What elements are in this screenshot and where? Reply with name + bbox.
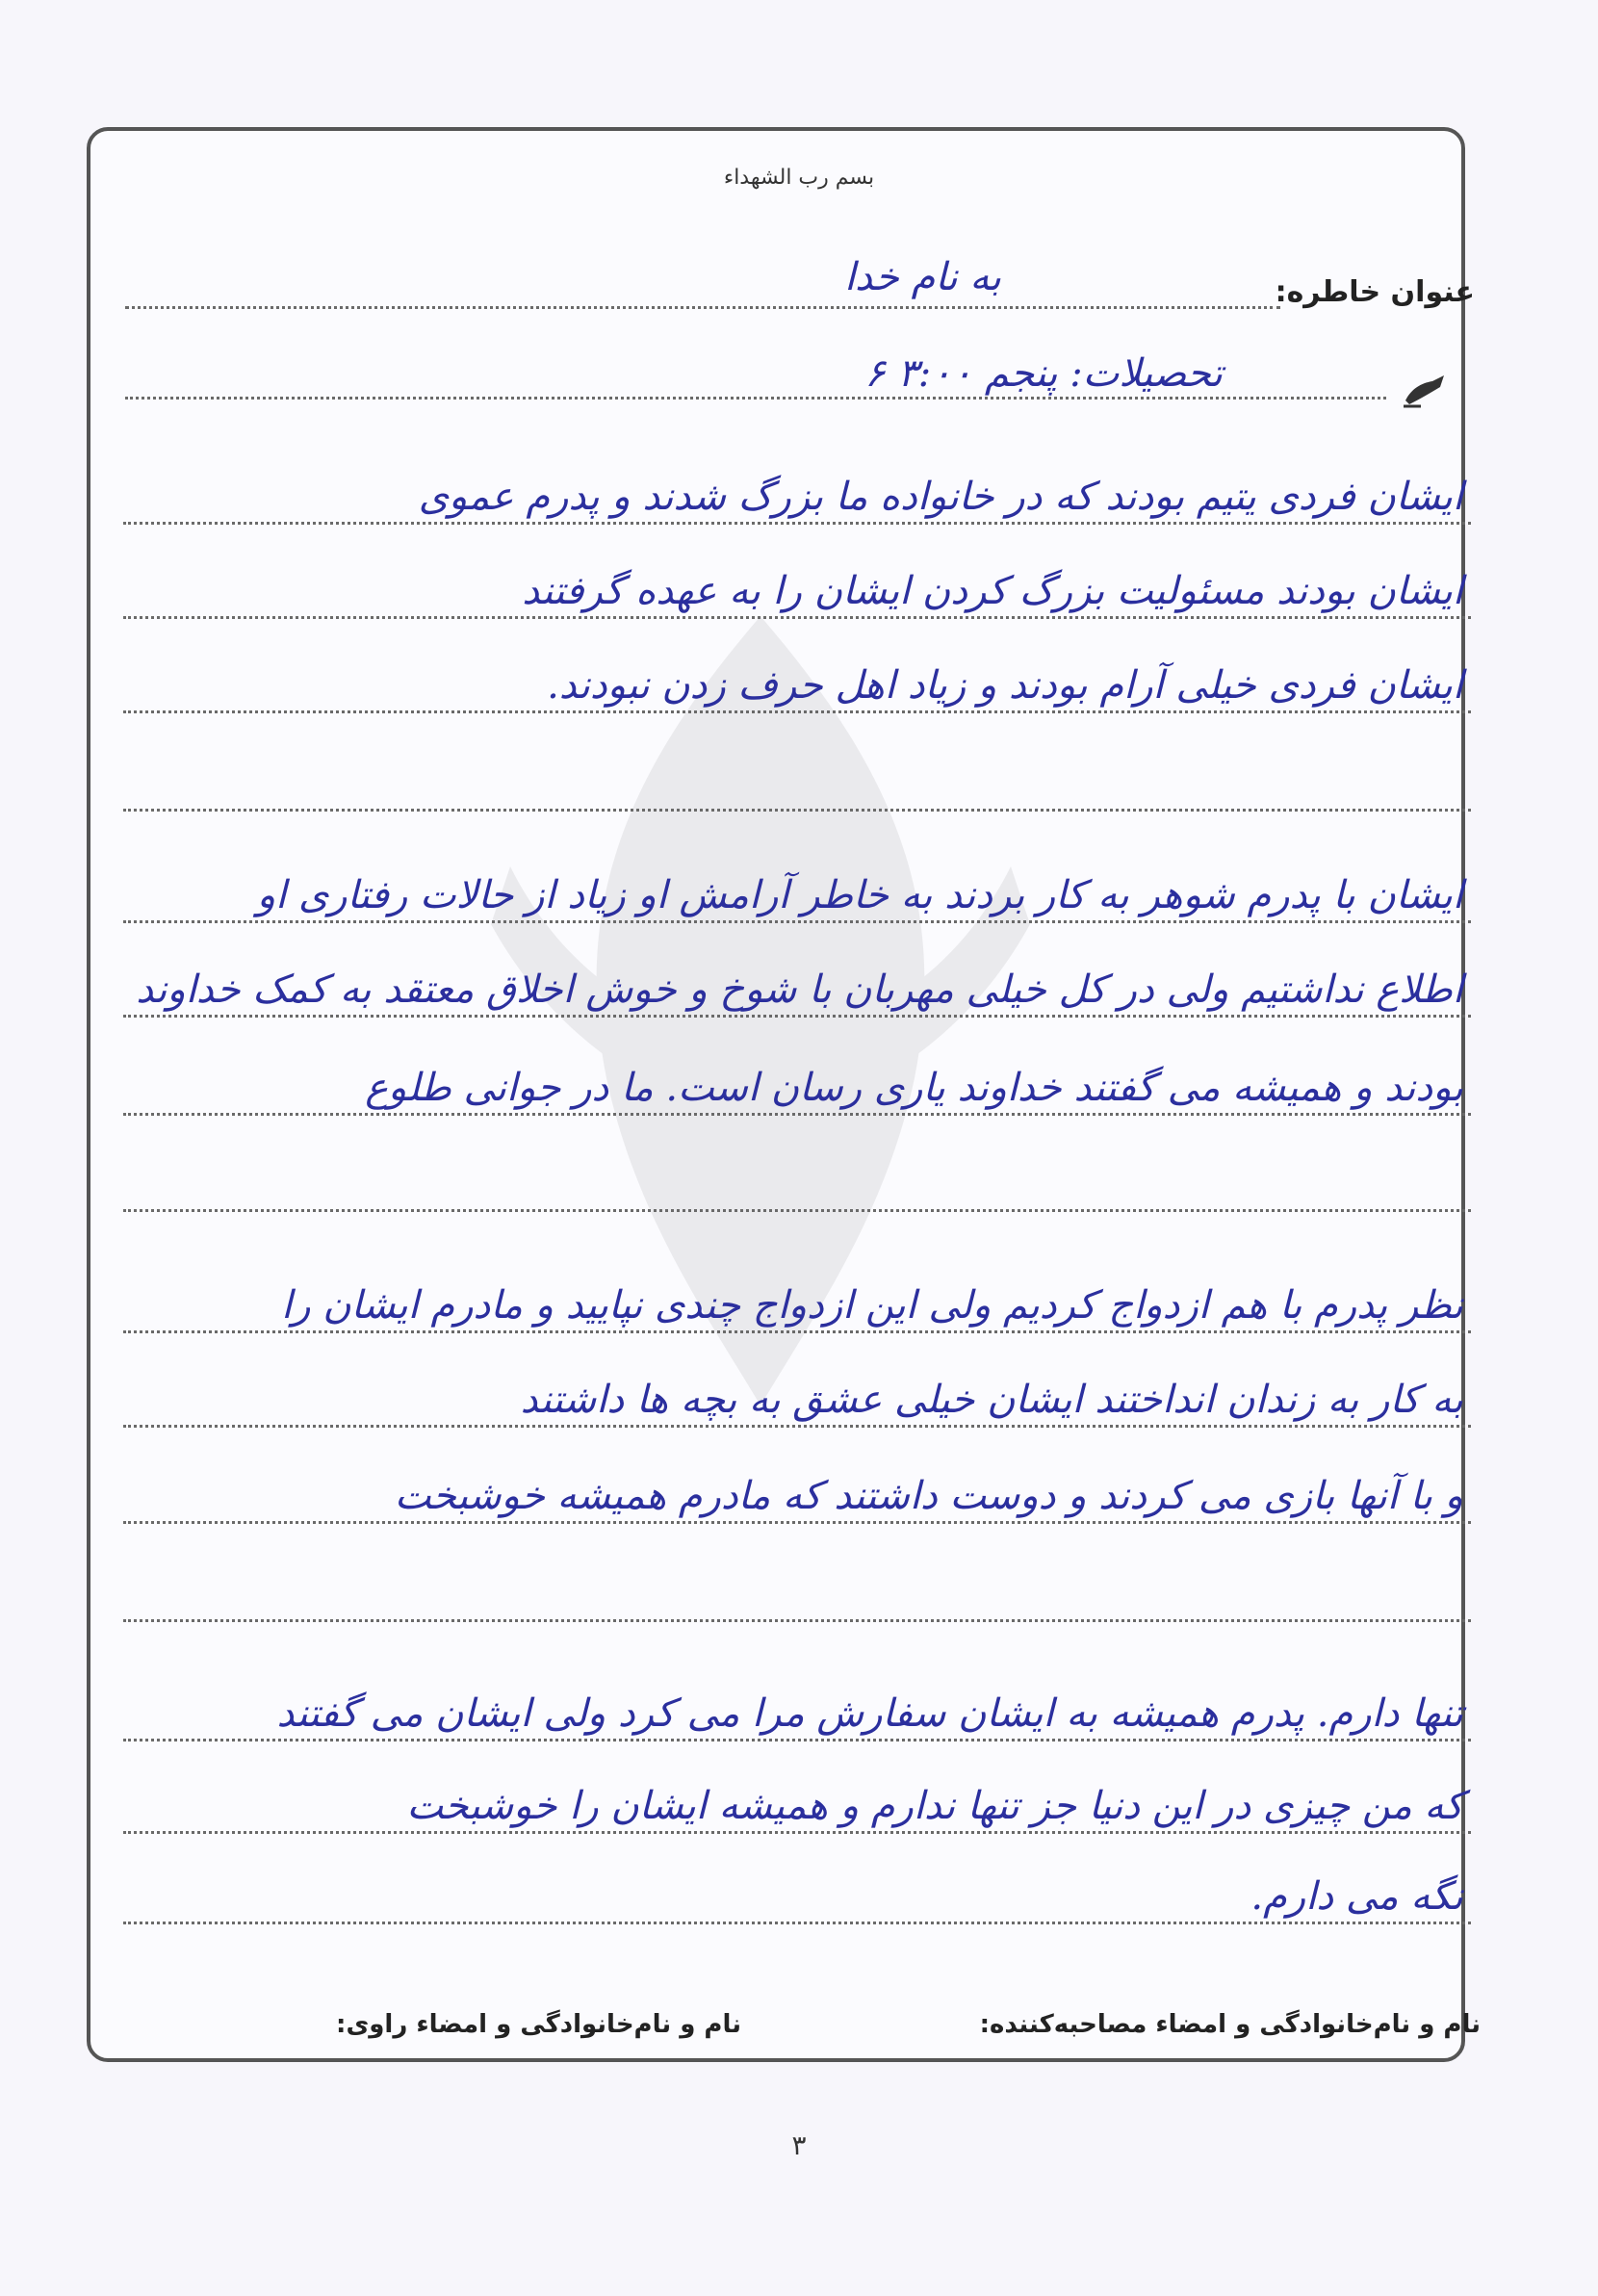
- ruled-line: [123, 1739, 1471, 1741]
- memory-title-value: به نام خدا: [844, 255, 1001, 299]
- ruled-line: [123, 1209, 1471, 1212]
- handwritten-line: که من چیزی در این دنیا جز تنها ندارم و همیشه ایشان را خوشبخت: [406, 1784, 1463, 1828]
- ruled-line: [123, 1330, 1471, 1333]
- ruled-line: [123, 1113, 1471, 1116]
- ruled-line: [123, 809, 1471, 812]
- ruled-line: [123, 710, 1471, 713]
- ruled-line: [123, 1425, 1471, 1428]
- ruled-line: [123, 920, 1471, 923]
- handwritten-line: ایشان فردی یتیم بودند که در خانواده ما بزرگ شدند و پدرم عموی: [418, 475, 1463, 519]
- ruled-line: [123, 1521, 1471, 1524]
- date-line-value: تحصیلات: پنجم ۳:۰۰ ۶: [864, 351, 1223, 396]
- handwritten-line: ایشان بودند مسئولیت بزرگ کردن ایشان را به عهده گرفتند: [522, 569, 1463, 613]
- interviewer-signature-label: نام و نام‌خانوادگی و امضاء مصاحبه‌کننده:: [979, 2010, 1481, 2039]
- pen-icon: [1402, 372, 1450, 410]
- date-dotted-line: [125, 397, 1386, 400]
- handwritten-line: ایشان فردی خیلی آرام بودند و زیاد اهل حرف زدن نبودند.: [547, 663, 1463, 708]
- handwritten-line: نظر پدرم با هم ازدواج کردیم ولی این ازدواج چندی نپایید و مادرم ایشان را: [281, 1283, 1463, 1328]
- ruled-line: [123, 1619, 1471, 1622]
- handwritten-line: بودند و همیشه می گفتند خداوند یاری رسان است. ما در جوانی طلوع: [365, 1066, 1463, 1110]
- handwritten-line: به کار به زندان انداختند ایشان خیلی عشق به بچه ها داشتند: [520, 1378, 1463, 1422]
- handwritten-line: اطلاع نداشتیم ولی در کل خیلی مهربان با شوخ و خوش اخلاق معتقد به کمک خداوند: [136, 967, 1463, 1012]
- ruled-line: [123, 522, 1471, 525]
- memory-title-dotted-line: [125, 306, 1280, 309]
- ruled-line: [123, 1015, 1471, 1018]
- memory-title-label: عنوان خاطره:: [1275, 275, 1475, 309]
- ruled-line: [123, 1922, 1471, 1924]
- ruled-line: [123, 616, 1471, 619]
- narrator-signature-label: نام و نام‌خانوادگی و امضاء راوی:: [336, 2010, 741, 2039]
- handwritten-line: نگه می دارم.: [1250, 1874, 1463, 1919]
- handwritten-line: تنها دارم. پدرم همیشه به ایشان سفارش مرا می کرد ولی ایشان می گفتند: [276, 1691, 1463, 1736]
- page-number: ۳: [791, 2129, 807, 2161]
- handwritten-line: ایشان با پدرم شوهر به کار بردند به خاطر آرامش او زیاد از حالات رفتاری او: [256, 873, 1463, 917]
- ruled-line: [123, 1831, 1471, 1834]
- handwritten-line: و با آنها بازی می کردند و دوست داشتند که مادرم همیشه خوشبخت: [394, 1474, 1463, 1518]
- page-header-title: بسم رب الشهداء: [723, 166, 875, 190]
